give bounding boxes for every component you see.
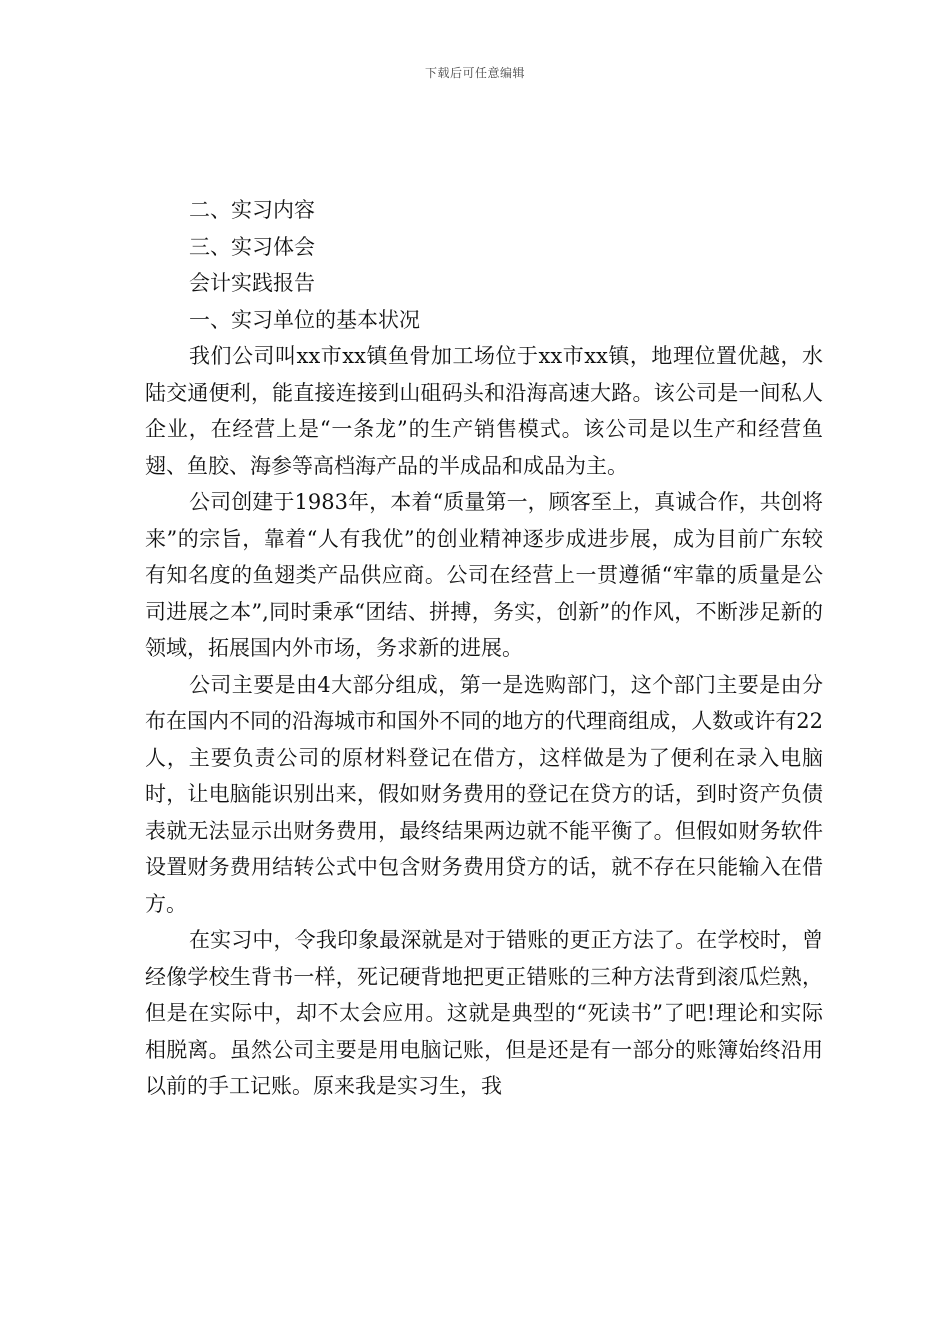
section-heading-experience: 三、实习体会 <box>189 234 315 259</box>
section-heading-content: 二、实习内容 <box>189 198 315 222</box>
paragraph-error-correction: 在实习中，令我印象最深就是对于错账的更正方法了。在学校时，曾经像学校生背书一样，死记硬背地把更正错账的三种方法背到滚瓜烂熟，但是在实际中，却不太会应用。这就是典型的“死读书”了吧!理论和实际相脱离。虽然公司主要是用电脑记账，但是还是有一部分的账簿始终沿用以前的手工记账。原来我是实习生，我 <box>145 928 823 1098</box>
document-body <box>145 192 823 1105</box>
paragraph-company-location: 我们公司叫xx市xx镇鱼骨加工场位于xx市xx镇，地理位置优越，水陆交通便利，能直接连接到山砠码头和沿海高速大路。该公司是一间私人企业，在经营上是“一条龙”的生产销售模式。该公司是以生产和经营鱼翅、鱼胶、海参等高档海产品的半成品和成品为主。 <box>145 344 823 478</box>
section-heading-basic-status: 一、实习单位的基本状况 <box>189 307 420 332</box>
page-header: 下载后可任意编辑 <box>424 66 525 80</box>
paragraph-company-history: 公司创建于1983年，本着“质量第一，顾客至上，真诚合作，共创将来”的宗旨，靠着“人有我优”的创业精神逐步成进步展，成为目前广东较有知名度的鱼翅类产品供应商。公司在经营上一贯遵循“牢靠的质量是公司进展之本”,同时秉承“团结、拼搏，务实，创新”的作风，不断涉足新的领域，拓展国内外市场，务求新的进展。 <box>145 490 823 660</box>
report-title: 会计实践报告 <box>189 271 315 295</box>
paragraph-company-structure: 公司主要是由4大部分组成，第一是选购部门，这个部门主要是由分布在国内不同的沿海城市和国外不同的地方的代理商组成，人数或许有22人，主要负责公司的原材料登记在借方，这样做是为了便利在录入电脑时，让电脑能识别出来，假如财务费用的登记在贷方的话，到时资产负债表就无法显示出财务费用，最终结果两边就不能平衡了。但假如财务软件设置财务费用结转公式中包含财务费用贷方的话，就不存在只能输入在借方。 <box>145 672 823 916</box>
